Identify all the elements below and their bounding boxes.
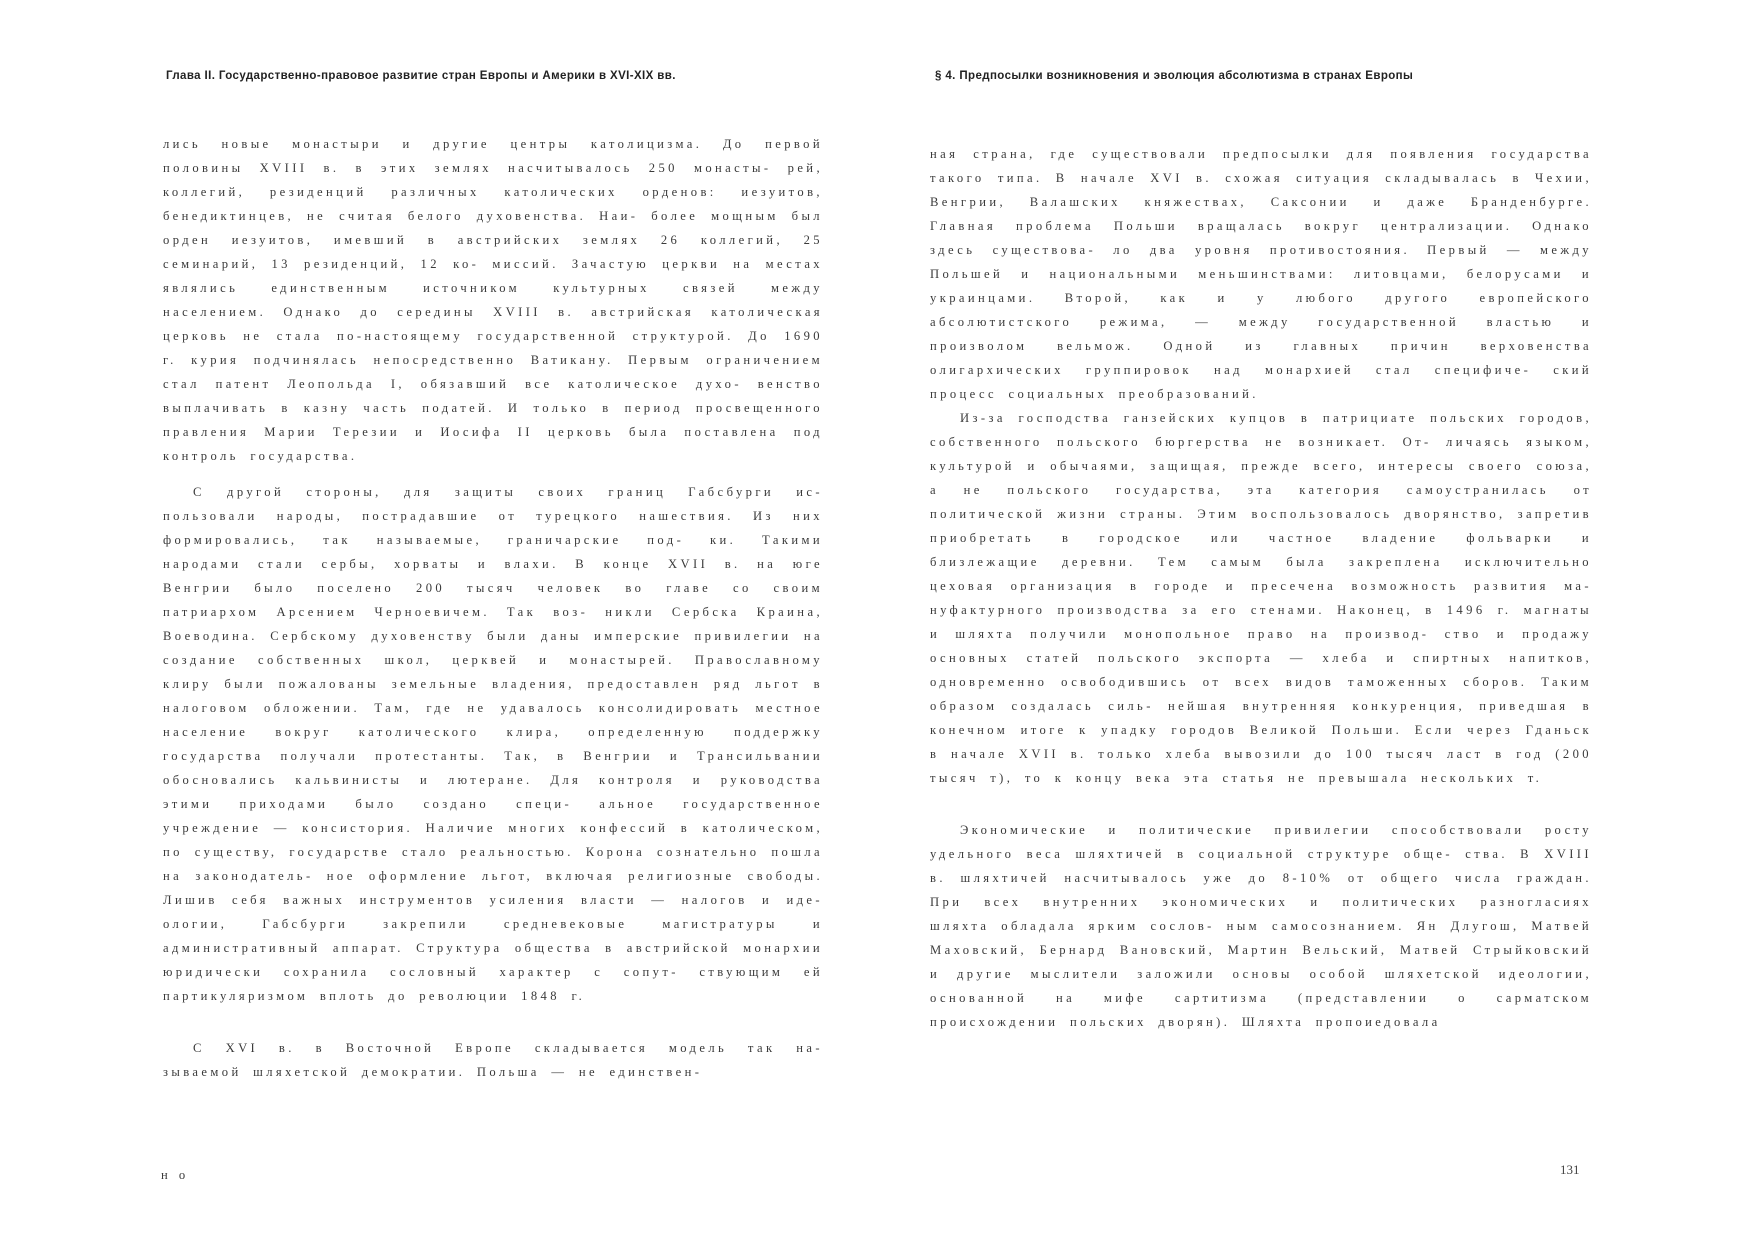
right-page-header: § 4. Предпосылки возникновения и эволюция абсолютизма в странах Европы <box>935 70 1414 82</box>
left-page-header: Глава II. Государственно-правовое развитие стран Европы и Америки в XVI-XIX вв. <box>166 70 676 82</box>
right-paragraph-3: Экономические и политические привилегии способствовали росту удельного веса шляхтичей в социальной структуре обще- ства. В XVIII в. шляхтичей насчитывалось уже до 8-10% от общего числа граждан. При всех внутренних экономических и политических разногласиях шляхта обладала ярким сослов- ным самосознанием. Ян Длугош, Матвей Маховский, Бернард Вановский, Мартин Вельский, Матвей Стрыйковский и другие мыслители заложили основы особой шляхетской идеологии, основанной на мифе сартитизма (представлении о сарматском происхождении польских дворян). Шляхта пропоиедовала <box>930 823 1592 1029</box>
right-page-body <box>930 142 1592 1034</box>
page-number: 131 <box>1560 1162 1580 1177</box>
left-page-footer-fragment: н о <box>161 1168 190 1182</box>
left-paragraph-1: лись новые монастыри и другие центры католицизма. До первой половины XVIII в. в этих землях насчитывалось 250 монасты- рей, коллегий, резиденций различных католических орденов: иезуитов, бенедиктинцев, не считая белого духовенства. Наи- более мощным был орден иезуитов, имевший в австрийских землях 26 коллегий, 25 семинарий, 13 резиденций, 12 ко- миссий. Зачастую церкви на местах являлись единственным источником культурных связей между населением. Однако до середины XVIII в. австрийская католическая церковь не стала по-настоящему государственной структурой. До 1690 г. курия подчинялась непосредственно Ватикану. Первым ограничением стал патент Леопольда I, обязавший все католическое духо- венство выплачивать в казну часть податей. И только в период просвещенного правления Марии Терезии и Иосифа II церковь была поставлена под контроль государства. <box>163 137 823 463</box>
left-paragraph-2: С другой стороны, для защиты своих границ Габсбурги ис- пользовали народы, пострадавшие от турецкого нашествия. Из них формировались, так называемые, граничарские под- ки. Такими народами стали сербы, хорваты и влахи. В конце XVII в. на юге Венгрии было поселено 200 тысяч человек во главе со своим патриархом Арсением Черноевичем. Так воз- никли Сербска Краина, Воеводина. Сербскому духовенству были даны имперские привилегии на создание собственных школ, церквей и монастырей. Православному клиру были пожалованы земельные владения, предоставлен ряд льгот в налоговом обложении. Там, где не удавалось консолидировать местное население вокруг католического клира, определенную поддержку государства получали протестанты. Так, в Венгрии и Трансильвании обосновались кальвинисты и лютеране. Для контроля и руководства этими приходами было создано специ- альное государственное учреждение — консистория. Наличие многих конфессий в католическом, по существу, государстве стало реальностью. Корона сознательно пошла на законодатель- ное оформление льгот, включая религиозные свободы. Лишив себя важных инструментов усиления власти — налогов и иде- ологии, Габсбурги закрепили средневековые магистратуры и административный аппарат. Структура общества в австрийской монархии юридически сохранила сословный характер с сопут- ствующим ей партикуляризмом вплоть до революции 1848 г. <box>163 485 823 1003</box>
right-paragraph-1: ная страна, где существовали предпосылки для появления государства такого типа. В начале XVI в. схожая ситуация складывалась в Чехии, Венгрии, Валашских княжествах, Саксонии и даже Бранденбурге. Главная проблема Польши вращалась вокруг централизации. Однако здесь существова- ло два уровня противостояния. Первый — между Польшей и национальными меньшинствами: литовцами, белорусами и украинцами. Второй, как и у любого другого европейского абсолютистского режима, — между государственной властью и произволом вельмож. Одной из главных причин верховенства олигархических группировок над монархией стал специфиче- ский процесс социальных преобразований. <box>930 147 1592 401</box>
left-paragraph-3: С XVI в. в Восточной Европе складывается модель так на- зываемой шляхетской демократии. Польша — не единствен- <box>163 1041 823 1079</box>
left-page-body <box>163 132 823 1084</box>
right-paragraph-2: Из-за господства ганзейских купцов в патрициате польских городов, собственного польского бюргерства не возникает. От- личаясь языком, культурой и обычаями, защищая, прежде всего, интересы своего союза, а не польского государства, эта категория самоустранилась от политической жизни страны. Этим воспользовалось дворянство, запретив приобретать в городское или частное владение фольварки и близлежащие деревни. Тем самым была закреплена исключительно цеховая организация в городе и пресечена возможность развития ма- нуфактурного производства за его стенами. Наконец, в 1496 г. магнаты и шляхта получили монопольное право на производ- ство и продажу основных статей польского экспорта — хлеба и спиртных напитков, одновременно освободившись от всех видов таможенных сборов. Таким образом создалась силь- нейшая внутренняя конкуренция, приведшая в конечном итоге к упадку городов Великой Польши. Если через Гданьск в начале XVII в. только хлеба вывозили до 100 тысяч ласт в год (200 тысяч т), то к концу века эта статья не превышала нескольких т. <box>930 411 1592 785</box>
